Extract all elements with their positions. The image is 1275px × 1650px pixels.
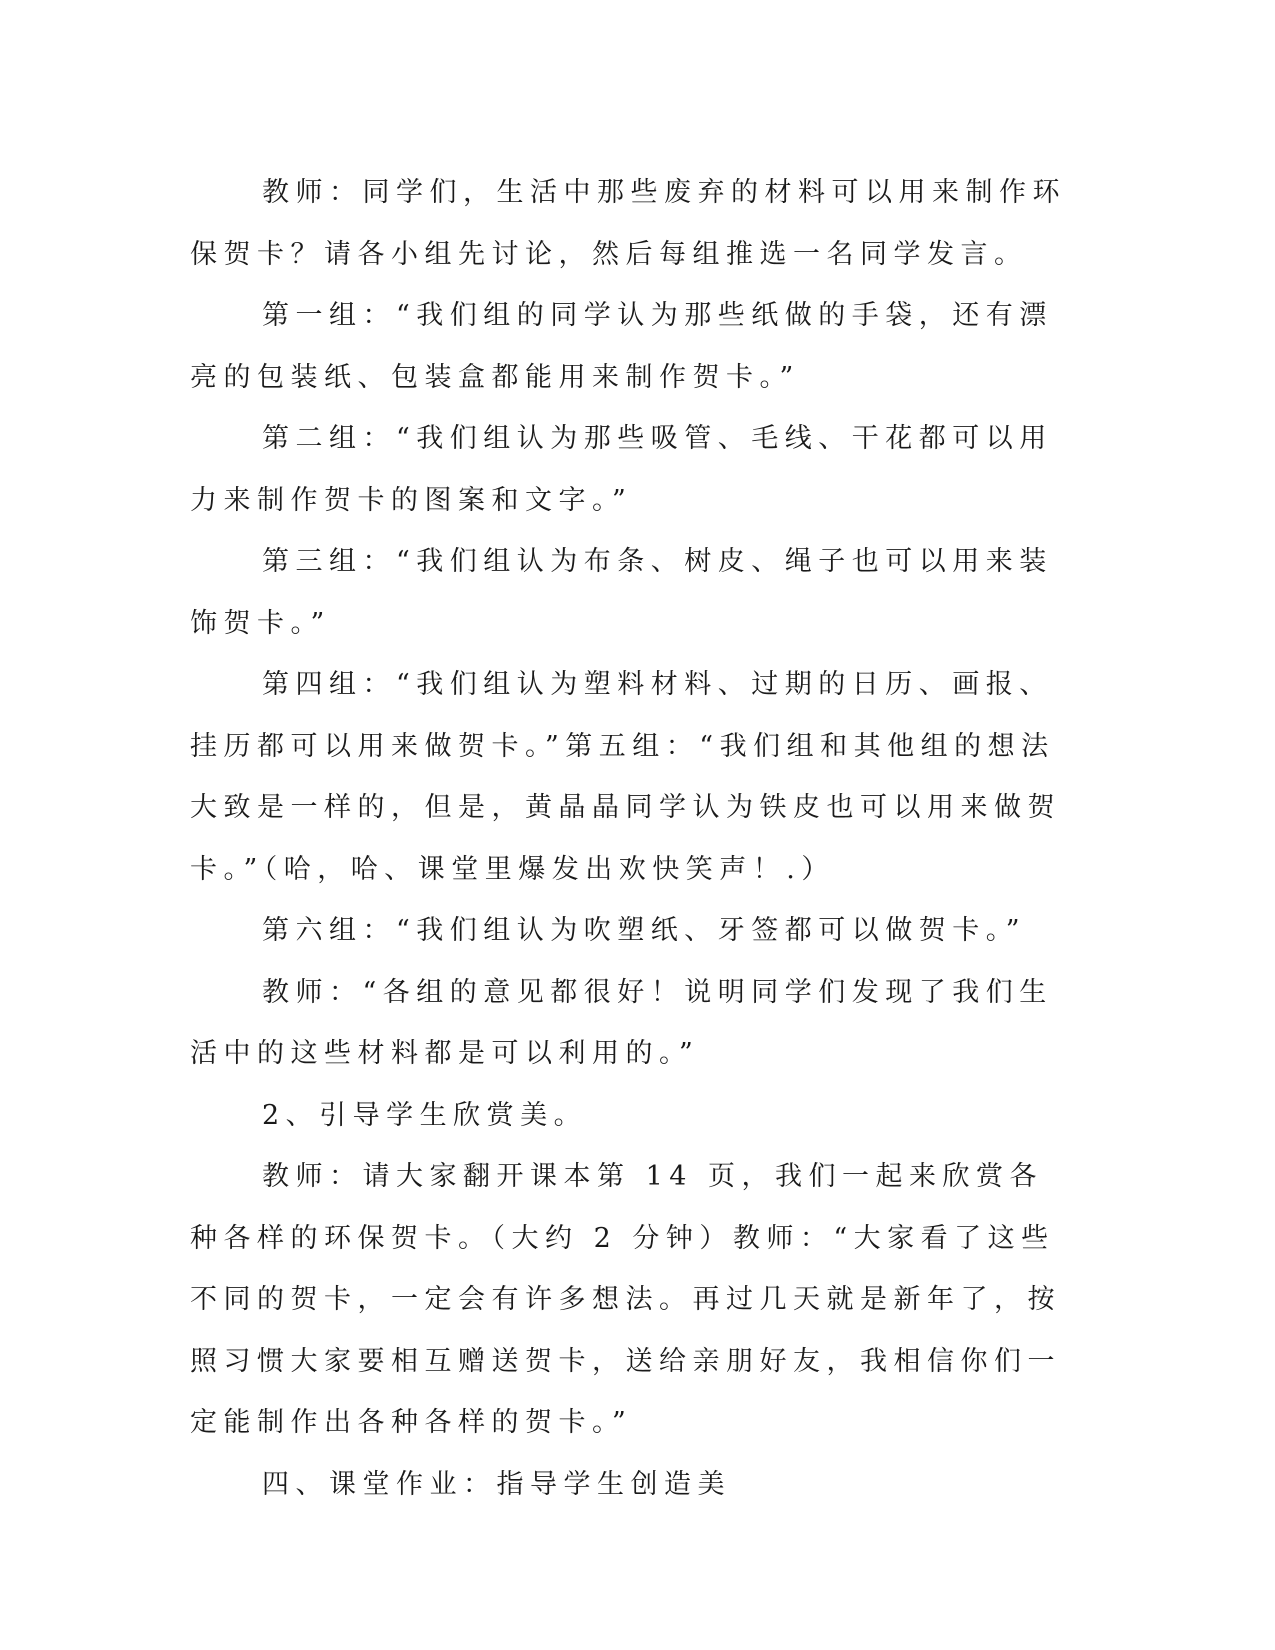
paragraph-group-two: 第二组：“我们组认为那些吸管、毛线、干花都可以用力来制作贺卡的图案和文字。”	[190, 423, 1053, 516]
paragraph-group-six: 第六组：“我们组认为吹塑纸、牙签都可以做贺卡。”	[262, 915, 1027, 946]
document-body	[190, 162, 1070, 1515]
paragraph-teacher-question: 教师：同学们，生活中那些废弃的材料可以用来制作环保贺卡？请各小组先讨论，然后每组推选一名同学发言。	[190, 177, 1066, 270]
paragraph-teacher-summary: 教师：“各组的意见都很好！说明同学们发现了我们生活中的这些材料都是可以利用的。”	[190, 976, 1053, 1069]
paragraph-group-four-five: 第四组：“我们组认为塑料材料、过期的日历、画报、挂历都可以用来做贺卡。”第五组：“我们组和其他组的想法大致是一样的，但是，黄晶晶同学认为铁皮也可以用来做贺卡。”（哈，哈、课堂里爆发出欢快笑声！.）	[190, 669, 1061, 885]
section-heading-appreciate: 2、引导学生欣赏美。	[262, 1099, 588, 1131]
section-heading-classwork: 四、课堂作业：指导学生创造美	[262, 1468, 731, 1500]
paragraph-textbook-appreciation: 教师：请大家翻开课本第 14 页，我们一起来欣赏各种各样的环保贺卡。（大约 2 分钟）教师：“大家看了这些不同的贺卡，一定会有许多想法。再过几天就是新年了，按照习惯大家要相互赠送贺卡，送给亲朋好友，我相信你们一定能制作出各种各样的贺卡。”	[190, 1161, 1061, 1438]
paragraph-group-three: 第三组：“我们组认为布条、树皮、绳子也可以用来装饰贺卡。”	[190, 546, 1053, 639]
paragraph-group-one: 第一组：“我们组的同学认为那些纸做的手袋，还有漂亮的包装纸、包装盒都能用来制作贺卡。”	[190, 300, 1053, 393]
